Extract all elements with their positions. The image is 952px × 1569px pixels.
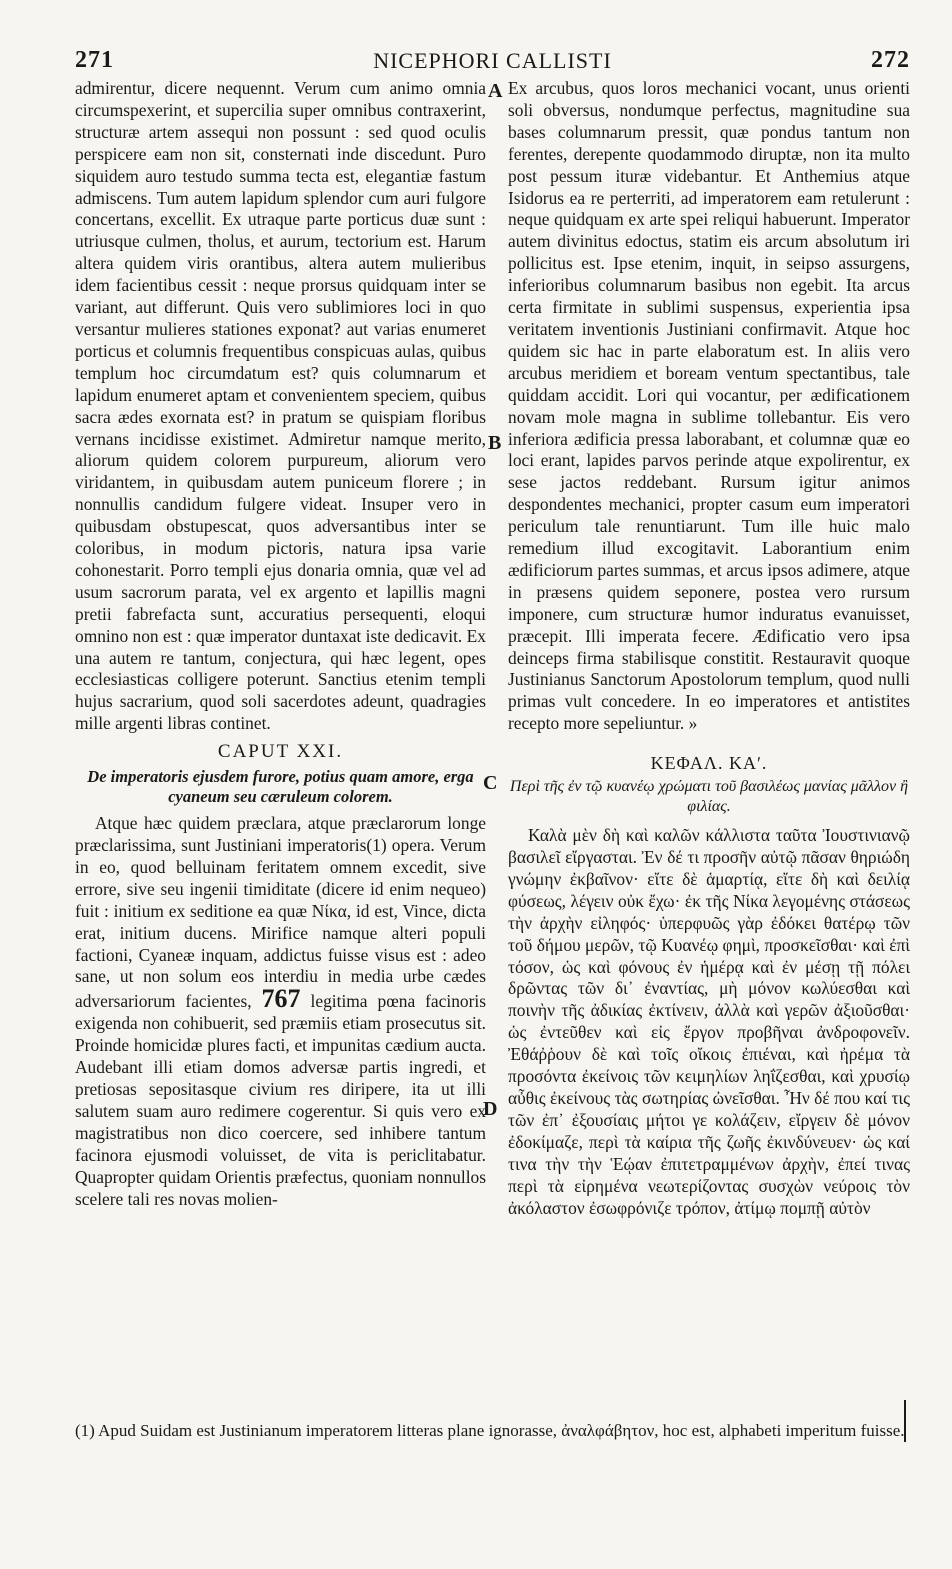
chapter-title: CAPUT XXI.: [217, 741, 344, 763]
greek-paragraph: Καλὰ μὲν δὴ καὶ καλῶν κάλλιστα ταῦτα Ἰουστινιανῷ βασιλεῖ εἴργασται. Ἐν δέ τι προσῆν αὐτῷ πᾶσαν θηριώδη γνώμην ἐκβαῖνον· εἴτε δὲ ἁμαρτίᾳ, εἴτε δὴ καὶ δειλίᾳ φύσεως, λέγειν οὐκ ἔχω· ἐκ τῆς Νίκα λεγομένης στάσεως τὴν ἀρχὴν εἰληφός· ὑπερφυῶς γὰρ ἐδόκει θατέρῳ τῶν τοῦ δήμου μερῶν, τῷ Κυανέῳ φημὶ, προσκεῖσθαι· καὶ ἐπὶ τόσον, ὡς καὶ φόνους ἐν ἡμέρᾳ καὶ ἐν μέσῃ τῇ πόλει δρῶντας τῶν δι᾽ ἐναντίας, μὴ μόνον κωλύεσθαι καὶ ποινὴν τῆς ἀδικίας ἐκτίνειν, ἀλλὰ καὶ γερῶν ἀξιοῦσθαι· ὡς ἐντεῦθεν καὶ εἰς ἔργον προβῆναι ἀνδροφονεῖν. Ἐθάῤῥουν δὲ καὶ τοῖς οἴκοις ἐπιέναι, καὶ ἠρέμα τὰ προσόντα ἐκείνοις τῶν κειμηλίων ληΐζεσθαι, καὶ χρυσίῳ αὖθις ἐκείνους τὰς σωτηρίας ὠνεῖσθαι. Ἦν δέ που καί τις τῶν ἐπ᾽ ἐξουσίαις μήτοι γε κολάζειν, εἴργειν δὲ μόνον ἐδοκίμαζε, περὶ τὰ καίρια τῆς ζωῆς ἐκινδύνευεν· ὡς καί τινα τὴν τὴν Ἑῴαν ἐπιτετραμμένων ἀρχὴν, ἐπεί τινας περὶ τὰ εἰρημένα νεωτερίζοντας συσχὼν νεύροις τὸν ἀκόλαστον ἐσωφρόνιζε τρόπον, ἀτίμῳ πομπῇ αὐτὸν: [508, 825, 910, 1218]
page-number-right: 272: [870, 47, 910, 73]
margin-letter-b: B: [488, 432, 502, 454]
right-column: [508, 78, 910, 1219]
latin-paragraph-right: Ex arcubus, quos loros mechanici vocant, unus orienti soli obversus, nondumque perfectus, magnitudine sua bases columnarum pressit, quæ pondus tantum non ferentes, derepente quodammodo diruptæ, non ita multo post pessum ituræ videbantur. Et Anthemius atque Isidorus ea re perterriti, ad imperatorem eam retulerunt : neque quidquam ex arte spei reliqui habuerunt. Imperator autem divinitus edoctus, statim eis arcum absolutum iri pollicitus est. Ipse etenim, inquit, in seipso assurgens, inferioribus columnarum basibus non egebit. Ita arcus certa firmitate in sublimi suspensus, experientia ipsa veritatem inventionis Justiniani confirmavit. Atque hoc quidem sic hac in parte elaboratum est. In aliis vero arcubus meridiem et boream ventum spectantibus, tale quiddam accidit. Lori qui vocantur, per ædificationem novam mole magna in sublime tollebantur. Eis vero inferiora ædificia pressa laborabant, et columnæ quæ eo loci erant, lapides parvos perinde atque expolirentur, ex sese jactos reddebant. Rursum igitur animos despondentes mechanici, propter casum eum imperatori periculum tale renuntiarunt. Tum ille huic malo remedium illud excogitavit. Laborantium enim ædificiorum partes summas, et arcus ipsos adimere, atque in præsens quidem seponere, postea vero rursum imponere, cum structuræ humor induratus evanuisset, præcepit. Illi imperata fecere. Ædificatio vero ipsa deinceps firma stabilisque constitit. Restauravit quoque Justinianus Sanctorum Apostolorum templum, quod nulli primas vult concedere. In eo imperatores et antistites recepto more sepeliuntur. »: [508, 78, 910, 734]
chapter-subtitle: De imperatoris ejusdem furore, potius quam amore, erga cyaneum seu cæruleum colorem.: [87, 767, 474, 807]
running-title: NICEPHORI CALLISTI: [373, 48, 612, 73]
left-column: [75, 78, 486, 1210]
latin-paragraph-2-part-a: Atque hæc quidem præclara, atque præclarorum longe præclarissima, sunt Justiniani imperatoris(1) opera. Verum in eo, quod belluinam feritatem omnem excedit, sive errore, sive seu ingenii timiditate (dicere id enim nequeo) fuit : initium ex seditione ea quæ Νίκα, id est, Vince, dicta erat, initium ducens. Mirifice namque alteri populi factioni, Cyaneæ inquam, addictus fuisse visus est : adeo sane, ut non solum eos interdiu in media urbe cædes adversariorum facientes,: [75, 813, 486, 1012]
greek-chapter-title: ΚΕΦΑΛ. ΚΑʹ.: [650, 753, 768, 774]
latin-paragraph-2-part-b: legitima pœna facinoris exigenda non cohibuerit, sed præmiis etiam prosecutus sit. Proinde homicidæ plures facti, et impunitas cædium aucta. Audebant illi etiam domos adversæ partis ingredi, et pretiosas sepositasque civium res diripere, ita ut illi salutem suam auro redimere cogerentur. Si quis vero ex magistratibus non dico coercere, sed inhibere tantum facinora ejusmodi voluisset, de vita is periclitabatur. Quapropter quidam Orientis præfectus, quoniam nonnullos scelere tali res novas molien-: [75, 991, 486, 1209]
margin-letter-a: A: [488, 80, 503, 102]
latin-paragraph-2: [75, 813, 486, 1210]
margin-letter-c: C: [483, 772, 498, 794]
running-header: [75, 46, 910, 74]
margin-letter-d: D: [483, 1098, 498, 1120]
greek-chapter-subtitle: Περὶ τῆς ἐν τῷ κυανέῳ χρώματι τοῦ βασιλέως μανίας μᾶλλον ἢ φιλίας.: [509, 778, 909, 816]
footnote: (1) Apud Suidam est Justinianum imperatorem litteras plane ignorasse, ἀναλφάβητον, hoc est, alphabeti imperitum fuisse.: [75, 1421, 905, 1440]
column-number-767: 767: [261, 984, 301, 1014]
latin-paragraph-1: admirentur, dicere nequennt. Verum cum animo omnia circumspexerint, et supercilia super omnibus contraxerint, structuræ artem assequi non possunt : sed quod oculis perspicere eam non sit, consternati inde discedunt. Puro siquidem auro testudo summa tecta est, elegantiæ fastum admiscens. Tum autem lapidum splendor cum auri fulgore concertans, excellit. Ex utraque parte porticus duæ sunt : utriusque culmen, tholus, et aurum, tectorium est. Harum altera quidem viris orantibus, altera autem mulieribus idem facientibus cessit : neque prorsus quidquam inter se variant, aut differunt. Quis vero sublimiores loci in quo versantur mulieres stationes exponat? aut varias enumeret porticus et columnis frequentibus conspicuas aulas, quibus templum hoc circumdatum est? quis columnarum et lapidum enumeret aptam et convenientem speciem, quibus sacra ædes exornata est? in pratum se quispiam floribus vernans incidisse existimet. Admiretur namque merito, aliorum quidem colorem purpureum, aliorum vero viridantem, in quibusdam autem puniceum florere ; in nonnullis candidum fulgere videat. Insuper vero in quibusdam obstupescat, quos adversantibus inter se coloribus, in modum pictoris, natura ipsa varie cohonestarit. Porro templi ejus donaria omnia, quæ vel ad usum sacrorum parata, vel ex argento et lapillis magni pretii fabrefacta sunt, accuratius persequenti, eloqui omnino non est : quæ imperator duntaxat iste dedicavit. Ex una autem re tantum, conjectura, qui hæc legent, opes ecclesiasticas colligere poterunt. Sanctius etenim templi hujus sacrarium, quod soli sacerdotes adeunt, quadragies mille argenti libras continet.: [75, 78, 486, 734]
page-number-left: 271: [75, 47, 114, 73]
